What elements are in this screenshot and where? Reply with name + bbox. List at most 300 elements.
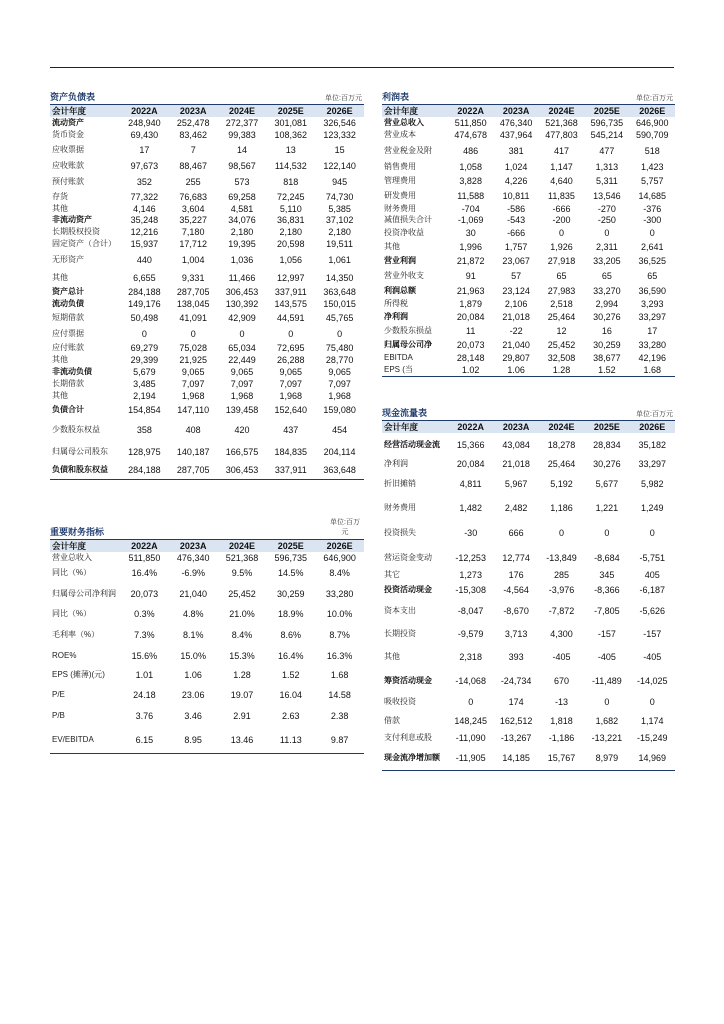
ratios-cell: 9.5%	[231, 567, 253, 578]
income-cell: 42,196	[638, 352, 667, 363]
balance-row-label: 资产总计	[52, 286, 84, 296]
balance-row-label: 少数股东权益	[52, 424, 100, 434]
balance-row-label: 应付票据	[52, 328, 84, 338]
income-row-label: 管理费用	[384, 175, 416, 185]
cashflow-cell: -5,751	[639, 552, 666, 563]
income-cell: 32,508	[547, 352, 576, 363]
income-cell: 20,084	[456, 312, 485, 322]
balance-sheet-title: 资产负债表	[50, 92, 96, 102]
income-cell: 25,464	[547, 312, 576, 322]
income-cell: 2,106	[504, 298, 528, 309]
balance-row	[50, 117, 364, 129]
ratios-header-row	[50, 540, 364, 552]
income-row-label: 营业税金及附	[384, 145, 432, 155]
income-cell: 2,518	[550, 298, 573, 309]
cashflow-cell: 405	[644, 569, 660, 580]
cashflow-row	[382, 497, 675, 520]
balance-row	[50, 310, 364, 326]
balance-row	[50, 366, 364, 378]
balance-sheet-title-row	[50, 88, 364, 104]
income-row	[382, 204, 675, 214]
ratios-cell: 16.04	[279, 689, 303, 700]
balance-cell: 2,180	[230, 226, 254, 237]
balance-cell: 44,591	[277, 312, 305, 323]
balance-cell: 326,546	[323, 117, 356, 128]
income-row-label: 归属母公司净	[384, 339, 432, 349]
income-row-label: 营业总收入	[384, 117, 424, 127]
ratios-cell: 8.4%	[231, 629, 253, 640]
income-row	[382, 324, 675, 338]
key-ratios-table	[50, 539, 364, 754]
ratios-cell: 15.3%	[229, 650, 255, 661]
balance-cell: 1,968	[181, 390, 205, 401]
income-cell: 13,546	[593, 190, 621, 201]
income-row	[382, 188, 675, 204]
cashflow-year-header: 2023A	[493, 421, 538, 433]
ratios-cell: 16.3%	[326, 650, 353, 661]
balance-cell: 184,835	[274, 446, 308, 457]
cashflow-row-label: 其他	[384, 651, 400, 661]
cashflow-cell: -13	[554, 697, 568, 707]
cashflow-cell: 2,482	[504, 503, 528, 513]
balance-row	[50, 191, 364, 204]
balance-cell: 337,911	[274, 286, 307, 297]
balance-year-header: 2025E	[266, 105, 315, 117]
balance-row	[50, 270, 364, 286]
ratios-cell: 24.18	[133, 689, 156, 700]
cashflow-cell: 1,273	[459, 569, 482, 580]
income-year-header: 2026E	[630, 105, 675, 117]
balance-header-label: 会计年度	[50, 105, 120, 117]
cashflow-cell: 285	[553, 569, 569, 580]
ratios-cell: 2.38	[330, 710, 349, 721]
cashflow-cell: -405	[552, 651, 571, 662]
ratios-cell: 4.8%	[182, 608, 204, 619]
cashflow-cell: 15,767	[539, 747, 584, 771]
income-cell: 518	[644, 145, 660, 156]
cashflow-cell: -5,626	[639, 605, 666, 616]
income-cell: 57	[511, 271, 522, 281]
income-cell: 20,073	[456, 339, 485, 350]
cashflow-cell: 14,185	[493, 747, 538, 771]
cashflow-row	[382, 712, 675, 730]
income-cell: 417	[553, 145, 569, 156]
balance-row-label: 长期股权投资	[52, 226, 100, 236]
balance-sheet-table	[50, 104, 364, 480]
ratios-row	[50, 622, 364, 648]
cashflow-cell: 20,084	[456, 458, 485, 469]
balance-row-label: 流动资产	[52, 117, 84, 127]
balance-cell: 11,466	[228, 272, 256, 283]
cash-flow-unit: 单位:百万元	[636, 411, 673, 418]
balance-cell: 0	[239, 328, 245, 339]
income-cell: 521,368	[545, 117, 578, 128]
balance-cell: 140,187	[176, 446, 210, 457]
income-cell: 437,964	[499, 129, 533, 140]
ratios-cell: 2.63	[282, 710, 300, 721]
cash-flow-panel	[382, 404, 675, 771]
ratios-cell: 13.46	[218, 728, 267, 754]
balance-row-label: 非流动资产	[52, 214, 92, 224]
income-cell: 5,311	[595, 175, 618, 186]
balance-cell: 7,097	[230, 378, 254, 389]
ratios-header-label: 会计年度	[50, 540, 120, 552]
income-statement-panel	[382, 88, 675, 377]
income-row-label: 营业成本	[384, 129, 416, 139]
cashflow-row-label: 营运资金变动	[384, 552, 432, 562]
balance-row	[50, 390, 364, 402]
income-cell: 511,850	[454, 117, 487, 128]
income-statement-title: 利润表	[382, 92, 410, 102]
key-ratios-unit: 单位:百万元	[330, 519, 360, 536]
balance-cell: 9,065	[230, 366, 254, 377]
ratios-cell: 596,735	[274, 552, 308, 563]
cashflow-cell: 18,278	[547, 439, 576, 450]
balance-row	[50, 286, 364, 298]
balance-cell: 0	[337, 328, 343, 339]
ratios-cell: -6.9%	[181, 567, 205, 578]
income-cell: 3,828	[459, 175, 482, 186]
cashflow-row	[382, 433, 675, 457]
income-cell: 3,293	[641, 298, 664, 309]
income-row-label: 营业外收支	[384, 271, 424, 280]
balance-row-label: 短期借款	[52, 312, 84, 322]
balance-cell: 3,485	[133, 378, 156, 389]
ratios-year-header: 2022A	[120, 540, 169, 552]
balance-cell: 69,279	[130, 342, 159, 353]
balance-cell: 204,114	[323, 446, 356, 457]
balance-cell: 4,146	[133, 203, 156, 214]
balance-cell: 255	[185, 176, 201, 187]
cashflow-cell: -11,090	[455, 733, 486, 743]
balance-cell: 408	[185, 424, 201, 435]
income-cell: 36,590	[638, 285, 667, 296]
balance-cell: 14	[236, 144, 247, 155]
balance-cell: 2,180	[279, 226, 303, 237]
income-cell: 477,803	[545, 129, 578, 140]
income-cell: 33,205	[593, 255, 621, 266]
balance-cell: 440	[136, 254, 152, 265]
balance-cell: 0	[141, 328, 147, 339]
balance-cell: 15	[334, 144, 345, 155]
income-cell: 2,994	[595, 298, 619, 309]
cashflow-cell: 2,318	[459, 651, 482, 662]
cashflow-row-label: 长期投资	[384, 628, 416, 638]
ratios-cell: 8.95	[169, 728, 218, 754]
income-cell: -704	[461, 203, 480, 214]
cashflow-cell: -30	[464, 528, 478, 538]
cashflow-cell: 15,366	[456, 439, 485, 450]
balance-cell: 0	[288, 328, 294, 339]
balance-cell: 287,705	[176, 286, 210, 297]
cashflow-cell: -157	[643, 628, 662, 639]
balance-row-label: 应付账款	[52, 342, 84, 352]
ratios-cell: 15.6%	[131, 650, 158, 661]
cashflow-cell: 0	[558, 528, 564, 538]
balance-cell: 150,015	[323, 298, 356, 309]
cash-flow-table	[382, 420, 675, 771]
cashflow-cell: 1,186	[550, 503, 573, 513]
balance-cell: 138,045	[176, 298, 210, 309]
balance-cell: 0	[190, 328, 196, 339]
cashflow-cell: -7,872	[548, 605, 575, 616]
cashflow-cell: 1,174	[641, 715, 664, 726]
ratios-cell: 511,850	[128, 552, 161, 563]
cashflow-row	[382, 569, 675, 581]
cashflow-row	[382, 730, 675, 747]
income-row	[382, 364, 675, 377]
income-cell: -300	[643, 214, 662, 225]
balance-cell: 35,248	[130, 214, 159, 225]
income-cell: 1,024	[504, 162, 528, 172]
balance-row-label: 长期借款	[52, 378, 84, 388]
cashflow-row-label: 资本支出	[384, 605, 416, 615]
ratios-row	[50, 552, 364, 564]
income-statement-table	[382, 104, 675, 377]
cashflow-row-label: 折旧摊销	[384, 478, 416, 488]
income-cell: 1,996	[459, 241, 482, 252]
balance-cell: 7,097	[181, 378, 205, 389]
balance-cell: 42,909	[228, 312, 256, 323]
income-row-label: 少数股东损益	[384, 325, 432, 335]
ratios-cell: 3.46	[184, 710, 202, 721]
income-cell: -250	[597, 214, 616, 225]
balance-cell: 352	[136, 176, 152, 187]
ratios-cell: 8.4%	[329, 567, 350, 578]
ratios-row	[50, 704, 364, 728]
ratios-cell: 9.87	[315, 728, 364, 754]
ratios-row	[50, 564, 364, 582]
balance-cell: 14,350	[325, 272, 354, 283]
balance-row	[50, 354, 364, 366]
key-ratios-panel	[50, 513, 364, 754]
income-cell: 11	[466, 325, 476, 336]
cashflow-cell: -405	[597, 651, 616, 662]
balance-cell: 287,705	[169, 462, 218, 480]
balance-cell: 3,604	[181, 203, 205, 214]
income-cell: -586	[507, 203, 526, 214]
balance-cell: 306,453	[225, 286, 259, 297]
ratios-cell: 8.7%	[329, 629, 350, 640]
cashflow-cell: 0	[649, 528, 655, 538]
cashflow-cell: -24,734	[500, 675, 532, 686]
cashflow-cell: -9,579	[457, 628, 484, 639]
ratios-row-label: 同比（%）	[52, 608, 92, 618]
ratios-cell: 16.4%	[278, 650, 304, 661]
income-cell: 4,226	[504, 175, 528, 186]
balance-row	[50, 462, 364, 480]
income-cell: -376	[643, 203, 662, 214]
cashflow-cell: 148,245	[454, 715, 487, 726]
income-header-row	[382, 105, 675, 117]
cashflow-row-label: 筹资活动现金	[384, 675, 432, 685]
balance-cell: 12,997	[277, 272, 305, 283]
balance-cell: 454	[332, 424, 348, 435]
balance-cell: 7	[190, 144, 196, 155]
income-cell: 474,678	[454, 129, 487, 140]
cashflow-row	[382, 693, 675, 712]
balance-row-label: 应收票据	[52, 144, 84, 154]
income-cell: 91	[465, 271, 476, 281]
income-cell: 0	[649, 227, 655, 238]
cashflow-cell: 12,774	[502, 552, 530, 563]
income-cell: 27,918	[547, 255, 576, 266]
ratios-cell: 8.1%	[182, 629, 204, 640]
income-cell: 5,757	[641, 175, 664, 186]
balance-cell: 88,467	[179, 160, 207, 171]
ratios-row-label: P/B	[52, 710, 65, 720]
ratios-year-header: 2025E	[266, 540, 315, 552]
balance-cell: 147,110	[177, 404, 210, 415]
cashflow-row-label: 经营活动现金流	[384, 439, 440, 449]
ratios-cell: 646,900	[323, 552, 356, 563]
balance-sheet-panel	[50, 88, 364, 480]
cashflow-row	[382, 471, 675, 497]
income-row	[382, 226, 675, 240]
cashflow-row	[382, 581, 675, 599]
balance-cell: 248,940	[128, 117, 161, 128]
income-row-label: 减值损失合计	[384, 214, 432, 224]
income-cell: 1,423	[641, 162, 664, 172]
balance-header-row	[50, 105, 364, 117]
ratios-cell: 1.52	[282, 669, 300, 680]
income-cell: 21,018	[502, 312, 530, 322]
income-cell: 646,900	[636, 117, 669, 128]
cashflow-cell: -15,249	[637, 733, 668, 743]
income-row-label: 投资净收益	[384, 227, 424, 237]
balance-cell: 77,322	[130, 192, 159, 202]
income-year-header: 2025E	[584, 105, 629, 117]
balance-cell: 21,925	[179, 354, 207, 365]
income-row-label: EPS (当	[382, 364, 448, 377]
balance-cell: 1,061	[328, 254, 351, 265]
balance-year-header: 2026E	[315, 105, 364, 117]
balance-cell: 17	[139, 144, 150, 155]
cashflow-cell: -12,253	[455, 552, 486, 563]
cashflow-cell: -13,849	[546, 552, 577, 563]
cashflow-cell: -8,366	[594, 584, 620, 595]
income-statement-unit: 单位:百万元	[636, 95, 673, 102]
income-cell: 596,735	[590, 117, 624, 128]
cashflow-row	[382, 457, 675, 471]
income-row-label: 所得税	[384, 298, 408, 308]
cashflow-row-label: 借款	[384, 715, 400, 725]
income-row	[382, 297, 675, 311]
balance-cell: 98,567	[228, 160, 256, 171]
income-cell: 21,040	[502, 339, 530, 350]
ratios-cell: 0.3%	[134, 608, 155, 619]
cashflow-cell: 28,834	[593, 439, 621, 450]
balance-cell: 19,395	[228, 238, 256, 249]
cashflow-row	[382, 747, 675, 771]
ratios-row-label: ROE%	[52, 650, 77, 660]
cashflow-cell: -14,068	[455, 675, 486, 686]
income-cell: 1.52	[584, 364, 629, 377]
income-cell: 16	[601, 325, 612, 336]
ratios-row-label: 同比（%）	[52, 567, 92, 577]
income-cell: 33,280	[638, 339, 667, 350]
income-cell: 30,259	[593, 339, 621, 350]
ratios-row-label: 归属母公司净利润	[52, 588, 116, 598]
cashflow-cell: 0	[604, 697, 610, 707]
ratios-cell: 14.58	[328, 689, 351, 700]
cashflow-cell: -3,976	[548, 584, 575, 595]
balance-cell: 36,831	[277, 214, 305, 225]
cashflow-cell: 174	[508, 697, 524, 707]
cashflow-cell: -1,186	[548, 733, 575, 743]
ratios-cell: 1.68	[330, 669, 349, 680]
ratios-cell: 25,452	[228, 588, 256, 599]
balance-cell: 143,575	[274, 298, 308, 309]
balance-row-label: 货币资金	[52, 129, 84, 139]
income-cell: 4,640	[550, 175, 573, 186]
ratios-cell: 8.6%	[280, 629, 302, 640]
balance-row	[50, 298, 364, 310]
cashflow-cell: 393	[508, 651, 524, 662]
ratios-cell: 19.07	[230, 689, 254, 700]
income-row-label: 销售费用	[384, 162, 416, 171]
balance-cell: 2,180	[328, 226, 351, 237]
income-cell: -200	[552, 214, 571, 225]
income-row	[382, 352, 675, 364]
income-year-header: 2024E	[539, 105, 584, 117]
cashflow-cell: 5,192	[550, 478, 573, 489]
balance-row-label: 存货	[52, 192, 68, 201]
balance-cell: 5,385	[328, 203, 351, 214]
balance-cell: 284,188	[120, 462, 169, 480]
income-cell: 1,757	[504, 241, 528, 252]
balance-cell: 20,598	[277, 238, 305, 249]
balance-row-label: 其他	[52, 390, 68, 400]
balance-cell: 41,091	[179, 312, 207, 323]
income-cell: 1.02	[448, 364, 493, 377]
cashflow-cell: 30,276	[593, 458, 621, 469]
cashflow-cell: -7,805	[594, 605, 620, 616]
income-cell: 2,641	[641, 241, 664, 252]
cashflow-cell: -14,025	[637, 675, 668, 686]
cashflow-cell: 1,682	[595, 715, 619, 726]
ratios-cell: 30,259	[277, 588, 305, 599]
balance-cell: 272,377	[225, 117, 259, 128]
income-row-label: 研发费用	[384, 190, 416, 200]
income-cell: -270	[597, 203, 616, 214]
ratios-row	[50, 686, 364, 704]
cashflow-cell: 43,084	[502, 439, 530, 450]
income-cell: 25,452	[547, 339, 576, 350]
balance-row-label: 其他	[52, 272, 68, 282]
income-row	[382, 141, 675, 161]
ratios-cell: 15.0%	[180, 650, 206, 661]
income-cell: 1,313	[595, 162, 619, 172]
ratios-cell: 21.0%	[229, 608, 255, 619]
balance-cell: 945	[332, 176, 348, 187]
balance-cell: 35,227	[179, 214, 207, 225]
balance-row-label: 应收账款	[52, 160, 84, 170]
cashflow-cell: 670	[553, 675, 569, 686]
balance-row	[50, 250, 364, 270]
income-row	[382, 285, 675, 297]
income-cell: 65	[601, 271, 612, 281]
cashflow-cell: 21,018	[502, 458, 530, 469]
income-row-label: EBITDA	[384, 352, 413, 362]
income-cell: 28,148	[456, 352, 485, 363]
ratios-cell: 23.06	[181, 689, 205, 700]
cashflow-cell: -4,564	[503, 584, 529, 595]
income-cell: 12	[556, 325, 567, 336]
ratios-row-label: EV/EBITDA	[50, 728, 120, 754]
income-cell: 27,983	[547, 285, 576, 296]
income-row-label: 财务费用	[384, 203, 416, 213]
